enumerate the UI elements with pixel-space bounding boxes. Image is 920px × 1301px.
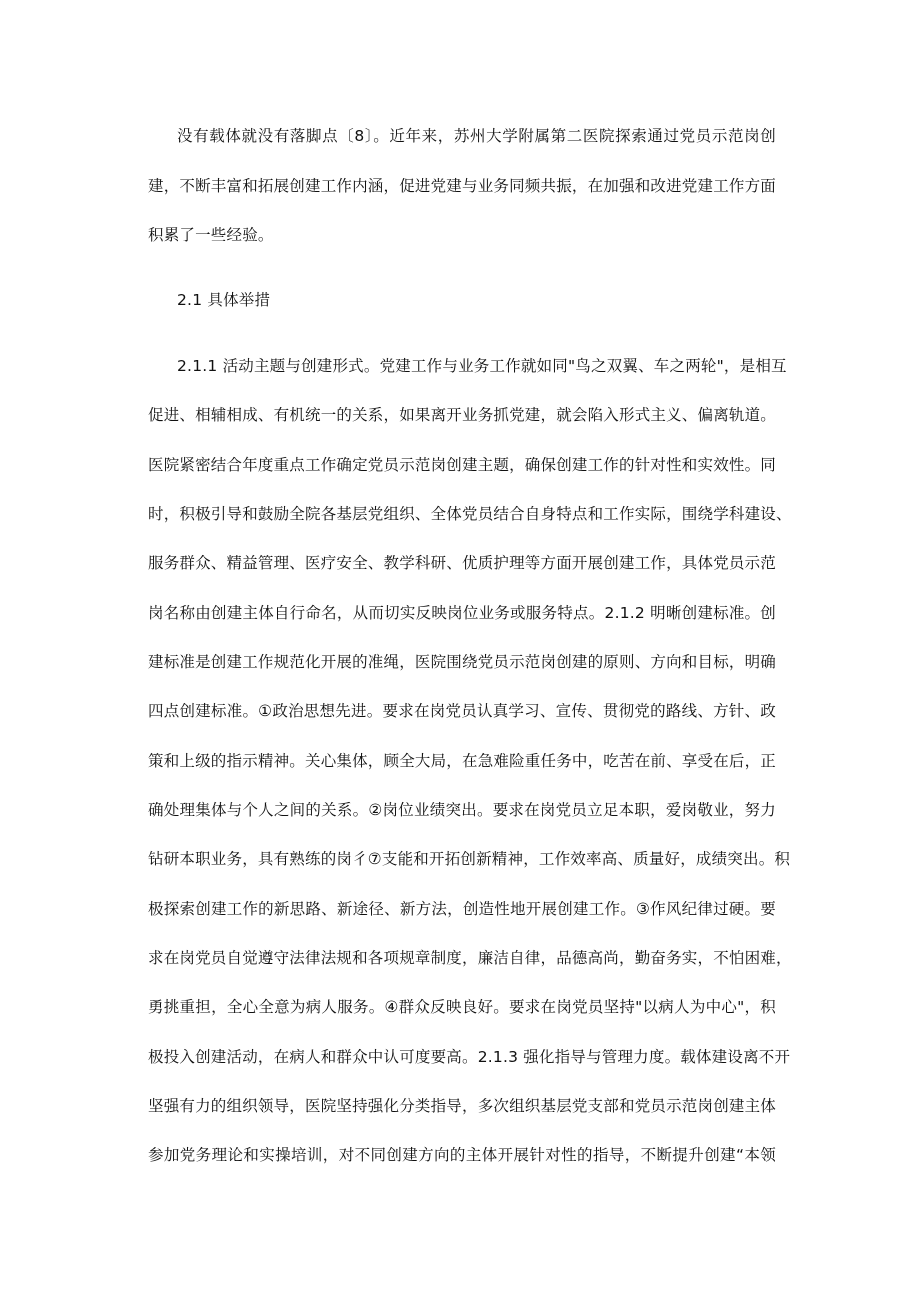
intro-line-3: 积累了一些经验。 [148,226,274,244]
intro-line-2: 建，不断丰富和拓展创建工作内涵，促进党建与业务同频共振，在加强和改进党建工作方面 [148,177,777,195]
body-line-16: 坚强有力的组织领导，医院坚持强化分类指导，多次组织基层党支部和党员示范岗创建主体 [148,1097,777,1115]
body-line-15: 极投入创建活动，在病人和群众中认可度要高。2.1.3 强化指导与管理力度。载体建设离不开 [148,1048,791,1066]
intro-line-1: 没有载体就没有落脚点〔8〕。近年来，苏州大学附属第二医院探索通过党员示范岗创 [177,127,776,145]
body-line-6: 岗名称由创建主体自行命名，从而切实反映岗位业务或服务特点。2.1.2 明晰创建标准。创 [148,604,776,622]
body-line-13: 求在岗党员自觉遵守法律法规和各项规章制度，廉洁自律，品德高尚，勤奋务实，不怕困难， [148,949,792,967]
body-line-1: 2.1.1 活动主题与创建形式。党建工作与业务工作就如同"鸟之双翼、车之两轮"，是相互 [177,357,787,375]
section-heading: 2.1 具体举措 [177,291,271,309]
body-line-2: 促进、相辅相成、有机统一的关系，如果离开业务抓党建，就会陷入形式主义、偏离轨道。 [148,406,777,424]
body-line-4: 时，积极引导和鼓励全院各基层党组织、全体党员结合自身特点和工作实际，围绕学科建设、 [148,505,792,523]
body-line-9: 策和上级的指示精神。关心集体，顾全大局，在急难险重任务中，吃苦在前、享受在后，正 [148,752,777,770]
body-line-11: 钻研本职业务，具有熟练的岗彳⑦支能和开拓创新精神，工作效率高、质量好，成绩突出。积 [148,850,791,868]
body-line-7: 建标准是创建工作规范化开展的准绳，医院围绕党员示范岗创建的原则、方向和目标，明确 [148,653,777,671]
body-line-14: 勇挑重担，全心全意为病人服务。④群众反映良好。要求在岗党员坚持"以病人为中心"，积 [148,998,776,1016]
body-line-3: 医院紧密结合年度重点工作确定党员示范岗创建主题，确保创建工作的针对性和实效性。同 [148,456,777,474]
body-line-5: 服务群众、精益管理、医疗安全、教学科研、优质护理等方面开展创建工作，具体党员示范 [148,554,777,572]
body-line-10: 确处理集体与个人之间的关系。②岗位业绩突出。要求在岗党员立足本职，爱岗敬业，努力 [148,801,776,819]
body-line-17: 参加党务理论和实操培训，对不同创建方向的主体开展针对性的指导，不断提升创建“本领 [148,1146,776,1164]
body-line-8: 四点创建标准。①政治思想先进。要求在岗党员认真学习、宣传、贯彻党的路线、方针、政 [148,702,776,720]
body-line-12: 极探索创建工作的新思路、新途径、新方法，创造性地开展创建工作。③作风纪律过硬。要 [148,900,776,918]
